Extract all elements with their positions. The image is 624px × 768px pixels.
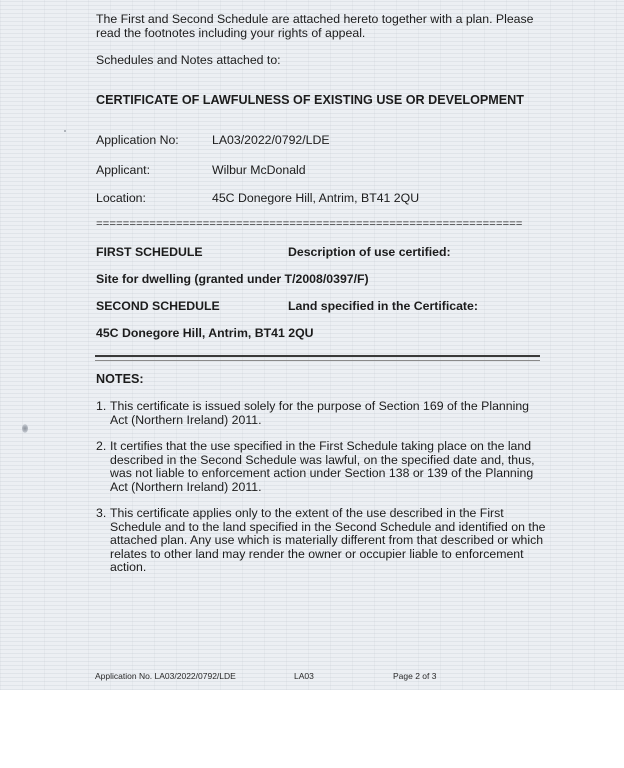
application-no-label: Application No: — [96, 133, 179, 147]
second-schedule-content: 45C Donegore Hill, Antrim, BT41 2QU — [96, 326, 314, 340]
note-item — [96, 400, 546, 427]
second-schedule-label: SECOND SCHEDULE — [96, 299, 220, 313]
equals-separator: ================================================================ — [96, 219, 523, 231]
scan-speck — [64, 130, 66, 132]
notes-heading — [96, 372, 144, 387]
certificate-title: CERTIFICATE OF LAWFULNESS OF EXISTING USE OR DEVELOPMENT — [96, 93, 524, 107]
footer-council-code: LA03 — [294, 671, 314, 681]
note-item — [96, 507, 546, 575]
footer-application-no: Application No. LA03/2022/0792/LDE — [95, 671, 236, 681]
note-text: This certificate is issued solely for the purpose of Section 169 of the Planning Act (Northern Ireland) 2011. — [110, 399, 530, 427]
note-text: This certificate applies only to the extent of the use described in the First Schedule and to the land specified in the Second Schedule and identified on the attached plan. Any use which is materially different from that described or which relates to other land may render the owner or occupier liable to enforcement action. — [110, 506, 546, 575]
note-number: 3. — [96, 506, 107, 520]
intro-line-1: The First and Second Schedule are attached hereto together with a plan. Please — [96, 12, 534, 26]
scan-hole-punch-mark — [22, 424, 28, 433]
note-item — [96, 440, 546, 494]
first-schedule-content: Site for dwelling (granted under T/2008/0397/F) — [96, 272, 369, 286]
application-no-value: LA03/2022/0792/LDE — [212, 133, 330, 147]
intro-line-2: read the footnotes including your rights of appeal. — [96, 26, 366, 40]
note-text: It certifies that the use specified in the First Schedule taking place on the land described in the Second Schedule was lawful, on the specified date and, thus, was not liable to enforcement action under Section 138 or 139 of the Planning Act (Northern Ireland) 2011. — [110, 439, 535, 494]
location-label: Location: — [96, 191, 146, 205]
note-number: 1. — [96, 399, 107, 413]
notes-heading-text: NOTES: — [96, 372, 144, 386]
attached-to-text: Schedules and Notes attached to: — [96, 53, 281, 67]
footer-page-number: Page 2 of 3 — [393, 671, 437, 681]
first-schedule-caption: Description of use certified: — [288, 245, 451, 259]
blank-margin-below-page — [0, 690, 624, 768]
location-value: 45C Donegore Hill, Antrim, BT41 2QU — [212, 191, 420, 205]
double-rule-divider — [95, 355, 540, 361]
applicant-label: Applicant: — [96, 163, 151, 177]
first-schedule-label: FIRST SCHEDULE — [96, 245, 203, 259]
applicant-value: Wilbur McDonald — [212, 163, 306, 177]
note-number: 2. — [96, 439, 107, 453]
second-schedule-caption: Land specified in the Certificate: — [288, 299, 478, 313]
